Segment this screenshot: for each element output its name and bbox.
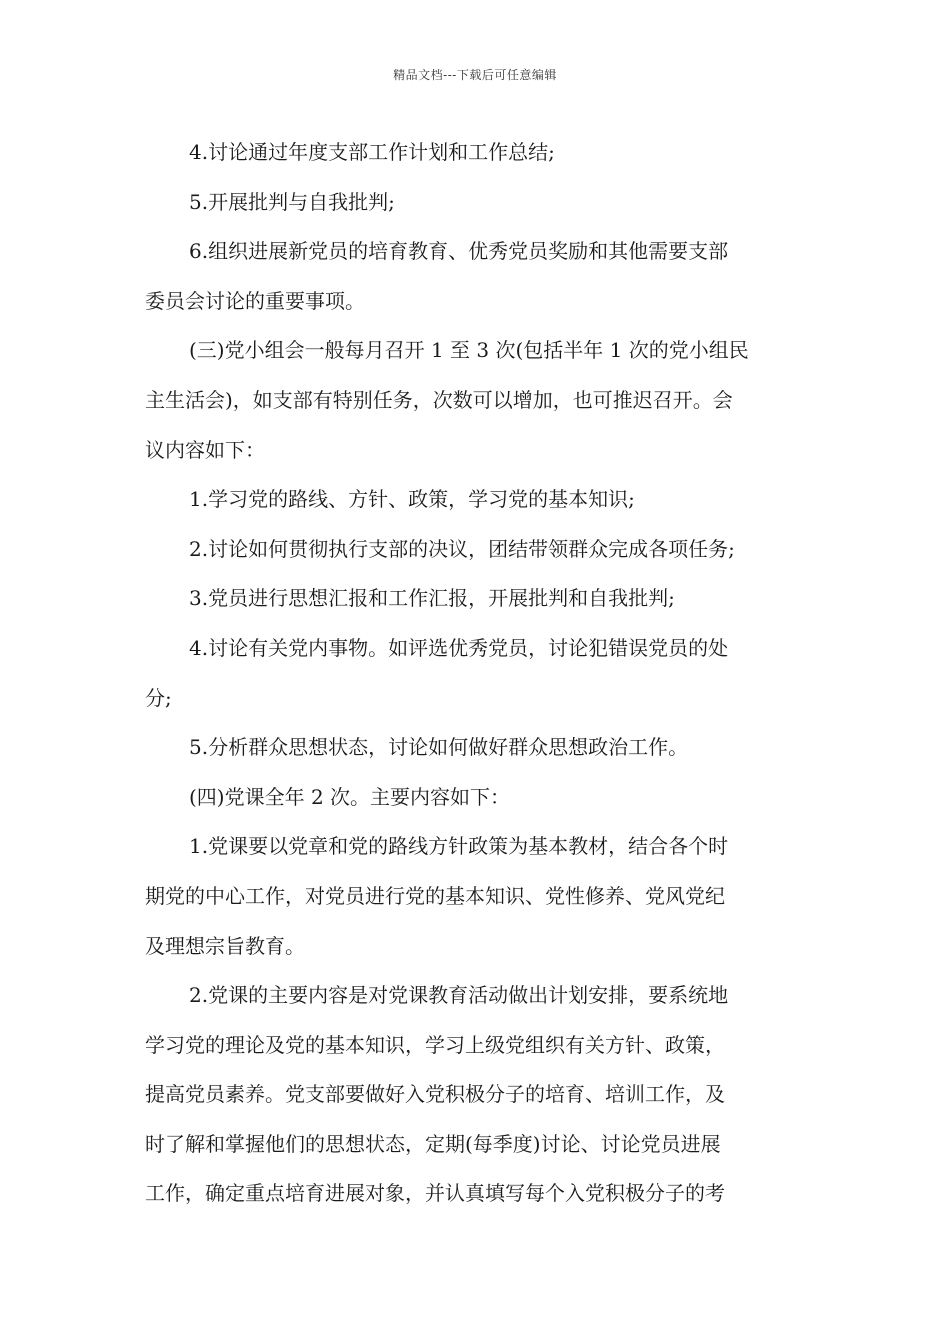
text-line: 5.开展批判与自我批判; [189, 189, 395, 214]
text-line: 3.党员进行思想汇报和工作汇报，开展批判和自我批判; [189, 586, 675, 611]
text-line: 4.讨论有关党内事物。如评选优秀党员，讨论犯错误党员的处 [189, 635, 729, 660]
text-line: 主生活会)，如支部有特别任务，次数可以增加，也可推迟召开。会 [145, 387, 733, 412]
text-line: 6.组织进展新党员的培育教育、优秀党员奖励和其他需要支部 [189, 239, 729, 264]
text-line: 1.学习党的路线、方针、政策，学习党的基本知识; [189, 487, 635, 512]
text-line: 期党的中心工作，对党员进行党的基本知识、党性修养、党风党纪 [145, 883, 725, 908]
text-line: 工作，确定重点培育进展对象，并认真填写每个入党积极分子的考 [145, 1181, 725, 1206]
page-header: 精品文档---下载后可任意编辑 [393, 68, 557, 82]
text-line: 5.分析群众思想状态，讨论如何做好群众思想政治工作。 [189, 735, 689, 760]
text-line: 1.党课要以党章和党的路线方针政策为基本教材，结合各个时 [189, 834, 729, 859]
text-line: 及理想宗旨教育。 [145, 933, 305, 958]
text-line: 时了解和掌握他们的思想状态，定期(每季度)讨论、讨论党员进展 [145, 1131, 721, 1156]
text-line: 议内容如下： [145, 437, 265, 462]
document-body [145, 128, 813, 1219]
text-line: 委员会讨论的重要事项。 [145, 288, 365, 313]
text-line: (四)党课全年 2 次。主要内容如下： [189, 784, 511, 809]
text-line: 提高党员素养。党支部要做好入党积极分子的培育、培训工作，及 [145, 1082, 725, 1107]
text-line: (三)党小组会一般每月召开 1 至 3 次(包括半年 1 次的党小组民 [189, 338, 749, 363]
text-line: 2.讨论如何贯彻执行支部的决议，团结带领群众完成各项任务; [189, 536, 735, 561]
text-line: 4.讨论通过年度支部工作计划和工作总结; [189, 140, 555, 164]
text-line: 2.党课的主要内容是对党课教育活动做出计划安排，要系统地 [189, 983, 729, 1008]
text-line: 学习党的理论及党的基本知识，学习上级党组织有关方针、政策， [145, 1032, 725, 1057]
text-line: 分; [145, 685, 172, 710]
